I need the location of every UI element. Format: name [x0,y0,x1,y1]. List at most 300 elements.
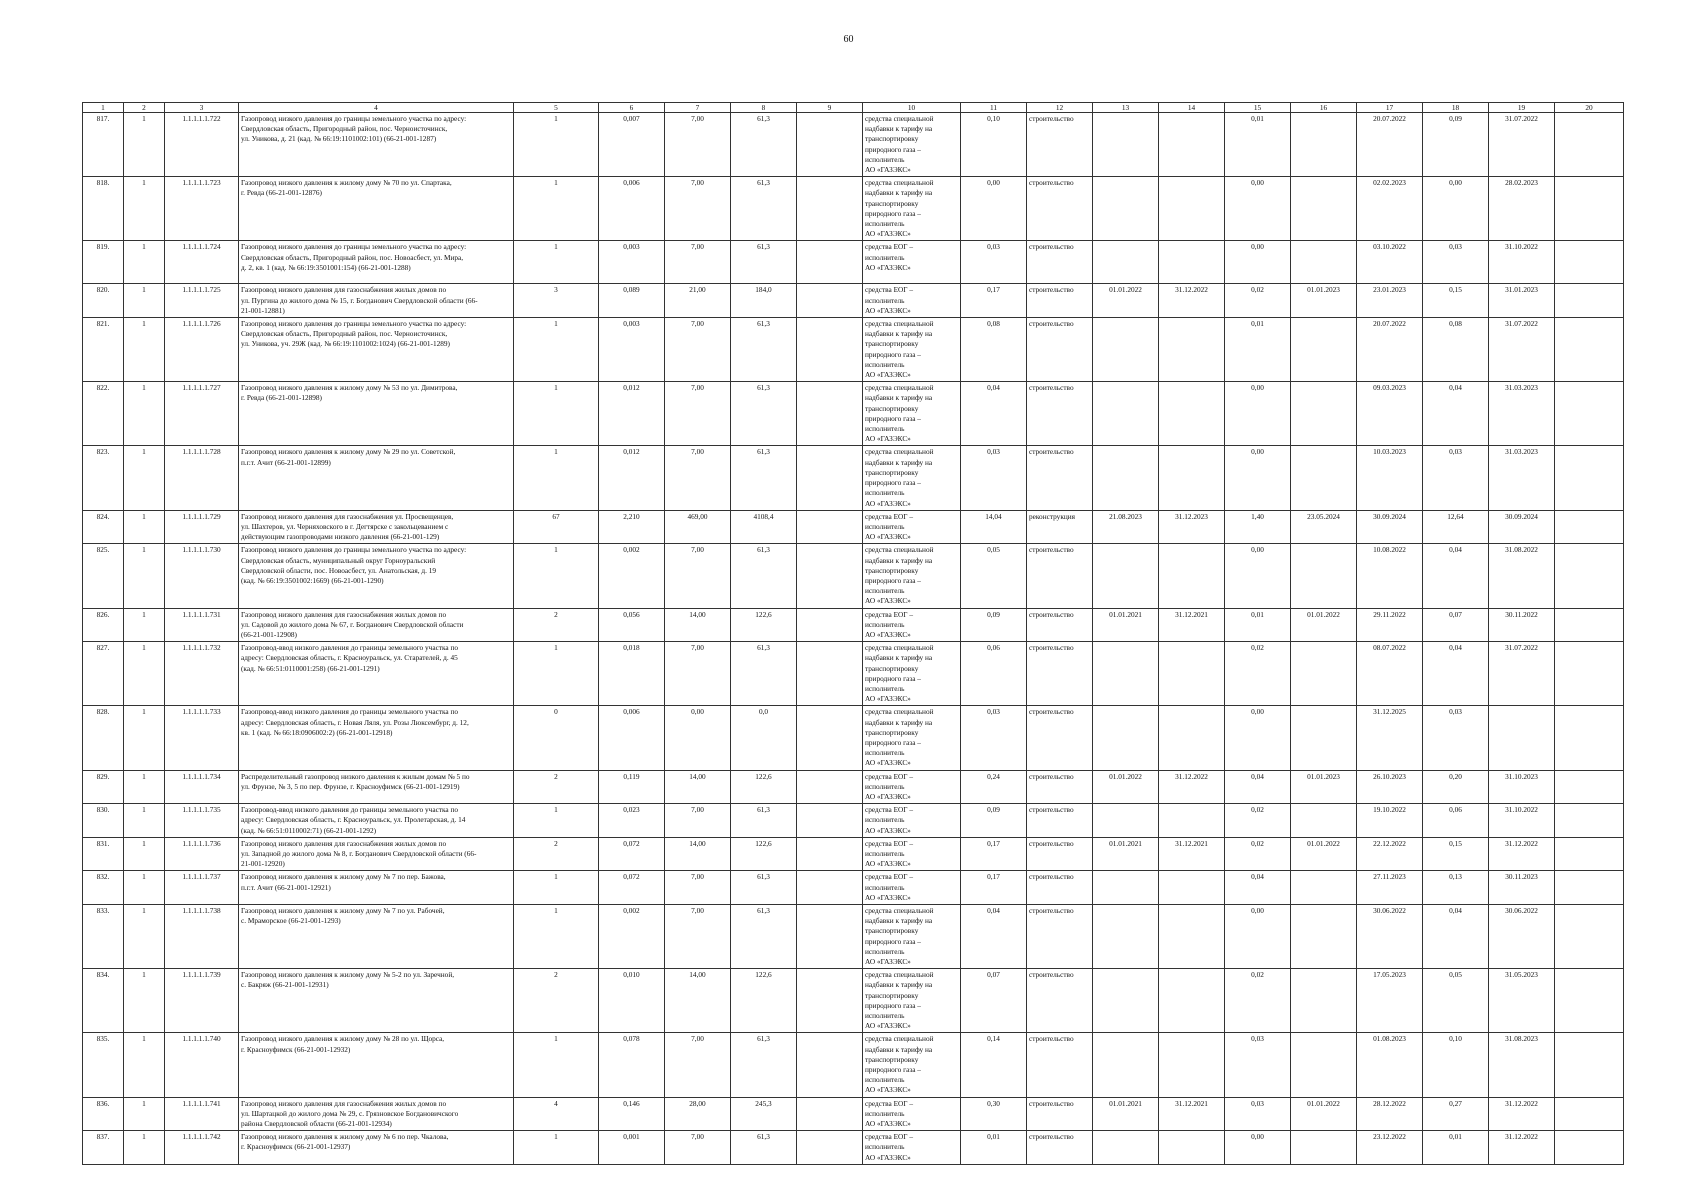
cell-col-7: 0,00 [665,706,731,770]
date-col-16 [1291,706,1357,770]
date-col-16: 01.01.2022 [1291,608,1357,642]
funding-source: средства специальной надбавки к тарифу на транспортировку природного газа – исполнитель АО «ГАЗЭКС» [863,1033,961,1097]
cell-col-7: 7,00 [665,241,731,284]
cell-col-6: 0,018 [599,642,665,706]
cell-col-6: 0,072 [599,871,665,905]
cell-col-18: 0,13 [1423,871,1489,905]
cell-col-15: 0,00 [1225,177,1291,241]
cell-col-2: 1 [124,804,165,838]
cell-col-18: 0,04 [1423,905,1489,969]
completion-date: 30.11.2023 [1489,871,1555,905]
object-description: Газопровод низкого давления для газоснабжения жилых домов по ул. Садовой до жилого дома № 67, г. Богданович Свердловской области (66-21-001-12908) [239,608,514,642]
cell-col-6: 0,003 [599,241,665,284]
cell-col-9 [797,770,863,804]
cell-col-7: 21,00 [665,284,731,318]
start-date [1093,804,1159,838]
object-description: Газопровод низкого давления для газоснабжения жилых домов по ул. Западной до жилого дома № 8, г. Богданович Свердловской области (66- 21-001-12920) [239,837,514,871]
col-header: 1 [83,103,124,113]
date-col-17: 10.03.2023 [1357,446,1423,510]
date-col-17: 28.12.2022 [1357,1097,1423,1131]
cell-col-7: 14,00 [665,608,731,642]
table-row [83,318,1624,382]
end-date [1159,446,1225,510]
row-number: 829. [83,770,124,804]
cell-col-11: 14,04 [961,510,1027,544]
cell-col-15: 0,01 [1225,113,1291,177]
cell-col-8: 61,3 [731,905,797,969]
start-date [1093,905,1159,969]
work-type: строительство [1027,177,1093,241]
cell-col-8: 245,3 [731,1097,797,1131]
col-header: 5 [514,103,599,113]
cell-col-9 [797,1033,863,1097]
table-row [83,382,1624,446]
cell-col-2: 1 [124,642,165,706]
work-type: строительство [1027,446,1093,510]
funding-source: средства специальной надбавки к тарифу на транспортировку природного газа – исполнитель АО «ГАЗЭКС» [863,706,961,770]
cell-col-6: 0,002 [599,905,665,969]
cell-col-15: 0,00 [1225,446,1291,510]
end-date [1159,706,1225,770]
object-description: Газопровод низкого давления для газоснабжения жилых домов по ул. Шартацкой до жилого дома № 29, с. Грязновское Богдановичского района Свердловской области (66-21-001-12934) [239,1097,514,1131]
end-date [1159,905,1225,969]
cell-col-18: 0,27 [1423,1097,1489,1131]
object-code: 1.1.1.1.1.723 [165,177,239,241]
cell-col-6: 0,056 [599,608,665,642]
cell-col-9 [797,318,863,382]
row-number: 826. [83,608,124,642]
row-number: 817. [83,113,124,177]
date-col-16 [1291,642,1357,706]
cell-col-8: 0,0 [731,706,797,770]
completion-date: 31.12.2022 [1489,1131,1555,1165]
funding-source: средства специальной надбавки к тарифу на транспортировку природного газа – исполнитель АО «ГАЗЭКС» [863,642,961,706]
date-col-17: 10.08.2022 [1357,544,1423,608]
cell-col-9 [797,905,863,969]
cell-col-7: 7,00 [665,544,731,608]
end-date [1159,318,1225,382]
row-number: 830. [83,804,124,838]
cell-col-5: 2 [514,770,599,804]
object-code: 1.1.1.1.1.739 [165,969,239,1033]
end-date [1159,804,1225,838]
cell-col-5: 1 [514,905,599,969]
work-type: строительство [1027,113,1093,177]
cell-col-2: 1 [124,177,165,241]
col-header: 17 [1357,103,1423,113]
start-date [1093,706,1159,770]
object-code: 1.1.1.1.1.741 [165,1097,239,1131]
end-date [1159,1033,1225,1097]
date-col-16: 01.01.2023 [1291,284,1357,318]
cell-col-11: 0,14 [961,1033,1027,1097]
row-number: 824. [83,510,124,544]
table-row [83,871,1624,905]
cell-col-20 [1555,284,1624,318]
work-type: строительство [1027,1131,1093,1165]
cell-col-8: 61,3 [731,804,797,838]
cell-col-2: 1 [124,382,165,446]
object-code: 1.1.1.1.1.727 [165,382,239,446]
cell-col-2: 1 [124,1033,165,1097]
cell-col-8: 122,6 [731,608,797,642]
table-row [83,804,1624,838]
date-col-16 [1291,544,1357,608]
cell-col-6: 0,089 [599,284,665,318]
cell-col-7: 7,00 [665,1131,731,1165]
cell-col-2: 1 [124,510,165,544]
row-number: 828. [83,706,124,770]
start-date: 21.08.2023 [1093,510,1159,544]
cell-col-2: 1 [124,969,165,1033]
table-row [83,284,1624,318]
table-row [83,177,1624,241]
cell-col-15: 0,01 [1225,608,1291,642]
object-code: 1.1.1.1.1.722 [165,113,239,177]
cell-col-2: 1 [124,318,165,382]
cell-col-5: 1 [514,642,599,706]
completion-date: 31.03.2023 [1489,382,1555,446]
cell-col-5: 1 [514,241,599,284]
work-type: строительство [1027,804,1093,838]
funding-source: средства специальной надбавки к тарифу на транспортировку природного газа – исполнитель АО «ГАЗЭКС» [863,544,961,608]
cell-col-20 [1555,706,1624,770]
table-row [83,113,1624,177]
cell-col-9 [797,871,863,905]
object-code: 1.1.1.1.1.736 [165,837,239,871]
date-col-16 [1291,241,1357,284]
cell-col-18: 0,03 [1423,446,1489,510]
cell-col-6: 0,023 [599,804,665,838]
cell-col-2: 1 [124,905,165,969]
cell-col-8: 61,3 [731,544,797,608]
cell-col-11: 0,06 [961,642,1027,706]
cell-col-11: 0,05 [961,544,1027,608]
completion-date: 31.07.2022 [1489,113,1555,177]
completion-date: 31.12.2022 [1489,1097,1555,1131]
object-code: 1.1.1.1.1.730 [165,544,239,608]
cell-col-8: 184,0 [731,284,797,318]
end-date [1159,1131,1225,1165]
table-row [83,446,1624,510]
cell-col-7: 7,00 [665,113,731,177]
work-type: строительство [1027,382,1093,446]
date-col-16 [1291,177,1357,241]
date-col-17: 23.12.2022 [1357,1131,1423,1165]
start-date [1093,382,1159,446]
col-header: 3 [165,103,239,113]
date-col-17: 09.03.2023 [1357,382,1423,446]
table-row [83,642,1624,706]
cell-col-15: 0,03 [1225,1033,1291,1097]
object-description: Газопровод-ввод низкого давления до границы земельного участка по адресу: Свердловская область, г. Красноуральск, ул. Пролетарская, д. 14 (кад. № 66:51:0110002:71) (66-21-001-1292) [239,804,514,838]
cell-col-6: 0,078 [599,1033,665,1097]
col-header: 7 [665,103,731,113]
cell-col-18: 0,03 [1423,241,1489,284]
completion-date: 31.05.2023 [1489,969,1555,1033]
cell-col-8: 61,3 [731,113,797,177]
col-header: 19 [1489,103,1555,113]
date-col-16: 23.05.2024 [1291,510,1357,544]
cell-col-7: 469,00 [665,510,731,544]
cell-col-11: 0,10 [961,113,1027,177]
cell-col-7: 7,00 [665,318,731,382]
row-number: 818. [83,177,124,241]
cell-col-6: 0,002 [599,544,665,608]
table-row [83,706,1624,770]
cell-col-6: 0,001 [599,1131,665,1165]
start-date [1093,241,1159,284]
cell-col-6: 0,006 [599,706,665,770]
start-date: 01.01.2022 [1093,284,1159,318]
cell-col-9 [797,837,863,871]
cell-col-11: 0,07 [961,969,1027,1033]
cell-col-5: 1 [514,318,599,382]
cell-col-20 [1555,382,1624,446]
cell-col-20 [1555,241,1624,284]
cell-col-9 [797,804,863,838]
object-code: 1.1.1.1.1.725 [165,284,239,318]
cell-col-6: 0,119 [599,770,665,804]
cell-col-5: 1 [514,177,599,241]
date-col-17: 20.07.2022 [1357,113,1423,177]
date-col-17: 20.07.2022 [1357,318,1423,382]
row-number: 836. [83,1097,124,1131]
cell-col-9 [797,608,863,642]
col-header: 4 [239,103,514,113]
funding-source: средства ЕОГ – исполнитель АО «ГАЗЭКС» [863,770,961,804]
cell-col-20 [1555,113,1624,177]
date-col-17: 29.11.2022 [1357,608,1423,642]
row-number: 832. [83,871,124,905]
start-date [1093,318,1159,382]
col-header: 20 [1555,103,1624,113]
cell-col-20 [1555,177,1624,241]
completion-date: 28.02.2023 [1489,177,1555,241]
object-description: Газопровод низкого давления к жилому дому № 28 по ул. Щорса, г. Красноуфимск (66-21-001-12932) [239,1033,514,1097]
cell-col-8: 61,3 [731,177,797,241]
cell-col-8: 61,3 [731,642,797,706]
cell-col-11: 0,03 [961,446,1027,510]
end-date: 31.12.2022 [1159,770,1225,804]
date-col-17: 27.11.2023 [1357,871,1423,905]
cell-col-2: 1 [124,770,165,804]
work-type: строительство [1027,706,1093,770]
date-col-17: 02.02.2023 [1357,177,1423,241]
cell-col-8: 61,3 [731,1033,797,1097]
cell-col-11: 0,04 [961,905,1027,969]
object-description: Распределительный газопровод низкого давления к жилым домам № 5 по ул. Фрунзе, № 3, 5 по пер. Фрунзе, г. Красноуфимск (66-21-001-12919) [239,770,514,804]
cell-col-7: 14,00 [665,969,731,1033]
cell-col-20 [1555,318,1624,382]
cell-col-18: 0,15 [1423,837,1489,871]
cell-col-15: 0,00 [1225,544,1291,608]
start-date [1093,544,1159,608]
cell-col-8: 122,6 [731,770,797,804]
funding-source: средства ЕОГ – исполнитель АО «ГАЗЭКС» [863,837,961,871]
cell-col-9 [797,544,863,608]
funding-source: средства специальной надбавки к тарифу на транспортировку природного газа – исполнитель АО «ГАЗЭКС» [863,318,961,382]
cell-col-20 [1555,642,1624,706]
object-description: Газопровод-ввод низкого давления до границы земельного участка по адресу: Свердловская область, г. Красноуральск, ул. Старателей, д. 45 (кад. № 66:51:0110001:258) (66-21-001-1291) [239,642,514,706]
date-col-16: 01.01.2022 [1291,837,1357,871]
start-date [1093,969,1159,1033]
cell-col-5: 4 [514,1097,599,1131]
cell-col-18: 12,64 [1423,510,1489,544]
cell-col-20 [1555,1131,1624,1165]
col-header: 18 [1423,103,1489,113]
cell-col-9 [797,1131,863,1165]
date-col-17: 03.10.2022 [1357,241,1423,284]
cell-col-20 [1555,871,1624,905]
cell-col-15: 0,02 [1225,969,1291,1033]
cell-col-18: 0,20 [1423,770,1489,804]
cell-col-9 [797,113,863,177]
end-date [1159,642,1225,706]
start-date: 01.01.2021 [1093,837,1159,871]
cell-col-9 [797,510,863,544]
cell-col-15: 1,40 [1225,510,1291,544]
cell-col-5: 67 [514,510,599,544]
object-code: 1.1.1.1.1.735 [165,804,239,838]
cell-col-11: 0,03 [961,241,1027,284]
completion-date: 31.08.2022 [1489,544,1555,608]
end-date [1159,871,1225,905]
table-row [83,770,1624,804]
object-code: 1.1.1.1.1.742 [165,1131,239,1165]
end-date [1159,241,1225,284]
cell-col-2: 1 [124,706,165,770]
date-col-17: 17.05.2023 [1357,969,1423,1033]
cell-col-6: 2,210 [599,510,665,544]
cell-col-9 [797,706,863,770]
cell-col-7: 7,00 [665,446,731,510]
table-body [83,113,1624,1165]
cell-col-15: 0,01 [1225,318,1291,382]
col-header: 13 [1093,103,1159,113]
col-header: 15 [1225,103,1291,113]
work-type: строительство [1027,969,1093,1033]
completion-date: 31.01.2023 [1489,284,1555,318]
completion-date: 31.10.2023 [1489,770,1555,804]
date-col-16 [1291,1033,1357,1097]
end-date: 31.12.2021 [1159,837,1225,871]
cell-col-6: 0,007 [599,113,665,177]
cell-col-20 [1555,510,1624,544]
cell-col-2: 1 [124,544,165,608]
work-type: строительство [1027,770,1093,804]
start-date: 01.01.2022 [1093,770,1159,804]
col-header: 2 [124,103,165,113]
funding-source: средства специальной надбавки к тарифу на транспортировку природного газа – исполнитель АО «ГАЗЭКС» [863,382,961,446]
col-header: 12 [1027,103,1093,113]
date-col-16 [1291,1131,1357,1165]
object-description: Газопровод низкого давления к жилому дому № 6 по пер. Чкалова, г. Красноуфимск (66-21-001-12937) [239,1131,514,1165]
cell-col-6: 0,006 [599,177,665,241]
col-header: 14 [1159,103,1225,113]
cell-col-8: 4108,4 [731,510,797,544]
funding-source: средства ЕОГ – исполнитель АО «ГАЗЭКС» [863,804,961,838]
cell-col-2: 1 [124,284,165,318]
date-col-16 [1291,905,1357,969]
object-description: Газопровод низкого давления к жилому дому № 70 по ул. Спартака, г. Ревда (66-21-001-12876) [239,177,514,241]
date-col-16 [1291,446,1357,510]
cell-col-20 [1555,1097,1624,1131]
cell-col-18: 0,04 [1423,642,1489,706]
object-code: 1.1.1.1.1.726 [165,318,239,382]
date-col-16: 01.01.2023 [1291,770,1357,804]
object-code: 1.1.1.1.1.728 [165,446,239,510]
cell-col-9 [797,382,863,446]
cell-col-11: 0,30 [961,1097,1027,1131]
object-description: Газопровод низкого давления для газоснабжения ул. Просвещенцев, ул. Шахтеров, ул. Черняховского в г. Дегтярске с закольцеванием с действующим газопроводами низкого давления (66-21-001-129) [239,510,514,544]
cell-col-2: 1 [124,1131,165,1165]
row-number: 835. [83,1033,124,1097]
row-number: 825. [83,544,124,608]
cell-col-6: 0,146 [599,1097,665,1131]
cell-col-20 [1555,446,1624,510]
funding-source: средства ЕОГ – исполнитель АО «ГАЗЭКС» [863,871,961,905]
end-date [1159,113,1225,177]
date-col-17: 08.07.2022 [1357,642,1423,706]
cell-col-5: 1 [514,382,599,446]
cell-col-9 [797,1097,863,1131]
start-date: 01.01.2021 [1093,608,1159,642]
row-number: 821. [83,318,124,382]
completion-date [1489,706,1555,770]
cell-col-11: 0,09 [961,608,1027,642]
page-number: 60 [843,34,854,45]
cell-col-11: 0,00 [961,177,1027,241]
cell-col-8: 122,6 [731,969,797,1033]
cell-col-2: 1 [124,837,165,871]
cell-col-15: 0,02 [1225,837,1291,871]
row-number: 837. [83,1131,124,1165]
start-date [1093,113,1159,177]
cell-col-5: 1 [514,804,599,838]
start-date [1093,642,1159,706]
cell-col-5: 1 [514,1033,599,1097]
funding-source: средства ЕОГ – исполнитель АО «ГАЗЭКС» [863,241,961,284]
row-number: 833. [83,905,124,969]
cell-col-18: 0,08 [1423,318,1489,382]
cell-col-11: 0,09 [961,804,1027,838]
date-col-16 [1291,113,1357,177]
cell-col-18: 0,04 [1423,382,1489,446]
table-row [83,510,1624,544]
date-col-17: 23.01.2023 [1357,284,1423,318]
completion-date: 30.09.2024 [1489,510,1555,544]
date-col-17: 01.08.2023 [1357,1033,1423,1097]
object-code: 1.1.1.1.1.729 [165,510,239,544]
date-col-17: 31.12.2025 [1357,706,1423,770]
work-type: строительство [1027,871,1093,905]
date-col-17: 30.06.2022 [1357,905,1423,969]
cell-col-20 [1555,544,1624,608]
cell-col-18: 0,10 [1423,1033,1489,1097]
work-type: строительство [1027,905,1093,969]
object-code: 1.1.1.1.1.737 [165,871,239,905]
completion-date: 31.07.2022 [1489,318,1555,382]
col-header: 6 [599,103,665,113]
col-header: 10 [863,103,961,113]
object-description: Газопровод низкого давления до границы земельного участка по адресу: Свердловская область, муниципальный округ Горноуральский Свердловской области, пос. Новоасбест, ул. Анатольская, д. 19 (кад. № 66:19:3501002:1669) (66-21-001-1290) [239,544,514,608]
cell-col-15: 0,02 [1225,804,1291,838]
table-row [83,1131,1624,1165]
col-header: 9 [797,103,863,113]
cell-col-9 [797,241,863,284]
date-col-16 [1291,804,1357,838]
